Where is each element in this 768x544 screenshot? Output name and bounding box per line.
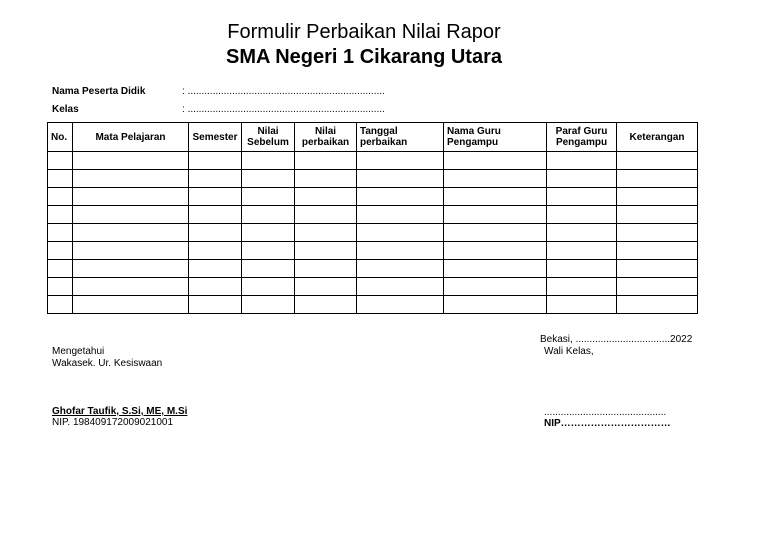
- table-row: [48, 296, 698, 314]
- table-cell[interactable]: [444, 296, 547, 314]
- col-header-no: No.: [48, 123, 73, 152]
- table-cell[interactable]: [547, 260, 617, 278]
- table-cell[interactable]: [357, 188, 444, 206]
- table-cell[interactable]: [617, 242, 698, 260]
- table-cell[interactable]: [48, 224, 73, 242]
- table-cell[interactable]: [189, 278, 242, 296]
- vice-principal-nip: NIP. 198409172009021001: [52, 417, 174, 428]
- table-cell[interactable]: [48, 170, 73, 188]
- table-cell[interactable]: [242, 170, 295, 188]
- table-cell[interactable]: [48, 278, 73, 296]
- table-cell[interactable]: [48, 152, 73, 170]
- col-header-notes: Keterangan: [617, 123, 698, 152]
- table-row: [48, 170, 698, 188]
- table-cell[interactable]: [617, 278, 698, 296]
- class-label: Kelas: [52, 104, 79, 115]
- table-cell[interactable]: [547, 242, 617, 260]
- table-cell[interactable]: [357, 242, 444, 260]
- acknowledged-label: Mengetahui: [52, 346, 105, 357]
- table-cell[interactable]: [242, 206, 295, 224]
- col-header-teacher: Nama Guru Pengampu: [444, 123, 547, 152]
- colon: :: [182, 104, 185, 115]
- school-name: SMA Negeri 1 Cikarang Utara: [225, 46, 502, 68]
- col-header-date: Tanggal perbaikan: [357, 123, 444, 152]
- table-cell[interactable]: [242, 260, 295, 278]
- table-cell[interactable]: [547, 152, 617, 170]
- table-cell[interactable]: [444, 278, 547, 296]
- table-cell[interactable]: [242, 278, 295, 296]
- table-cell[interactable]: [295, 152, 357, 170]
- vice-principal-name: Ghofar Taufik, S.Si, ME, M.Si: [52, 406, 188, 417]
- col-header-score-after: Nilai perbaikan: [295, 123, 357, 152]
- table-cell[interactable]: [48, 242, 73, 260]
- table-cell[interactable]: [617, 206, 698, 224]
- table-cell[interactable]: [73, 170, 189, 188]
- table-cell[interactable]: [242, 242, 295, 260]
- table-cell[interactable]: [295, 224, 357, 242]
- student-name-field[interactable]: .......................................................................: [187, 86, 385, 97]
- table-cell[interactable]: [547, 296, 617, 314]
- table-row: [48, 152, 698, 170]
- table-cell[interactable]: [242, 188, 295, 206]
- table-cell[interactable]: [547, 170, 617, 188]
- table-row: [48, 206, 698, 224]
- table-cell[interactable]: [444, 260, 547, 278]
- table-cell[interactable]: [73, 206, 189, 224]
- colon: :: [182, 86, 185, 97]
- homeroom-name-field[interactable]: ............................................: [544, 407, 667, 418]
- table-cell[interactable]: [73, 224, 189, 242]
- table-cell[interactable]: [357, 296, 444, 314]
- table-row: [48, 278, 698, 296]
- student-name-label: Nama Peserta Didik: [52, 86, 146, 97]
- place-date: Bekasi, ..................................2022: [540, 334, 693, 345]
- table-cell[interactable]: [295, 170, 357, 188]
- col-header-score-before: Nilai Sebelum: [242, 123, 295, 152]
- col-header-subject: Mata Pelajaran: [73, 123, 189, 152]
- table-cell[interactable]: [617, 152, 698, 170]
- grade-correction-table: [47, 122, 698, 314]
- table-cell[interactable]: [357, 206, 444, 224]
- table-row: [48, 242, 698, 260]
- table-cell[interactable]: [444, 170, 547, 188]
- table-cell[interactable]: [547, 278, 617, 296]
- table-cell[interactable]: [547, 188, 617, 206]
- col-header-semester: Semester: [189, 123, 242, 152]
- homeroom-title: Wali Kelas,: [544, 346, 594, 357]
- table-cell[interactable]: [295, 296, 357, 314]
- table-cell[interactable]: [444, 242, 547, 260]
- table-cell[interactable]: [617, 260, 698, 278]
- class-field[interactable]: .......................................................................: [187, 104, 385, 115]
- table-cell[interactable]: [617, 188, 698, 206]
- table-cell[interactable]: [73, 188, 189, 206]
- table-cell[interactable]: [444, 188, 547, 206]
- table-cell[interactable]: [189, 170, 242, 188]
- table-cell[interactable]: [547, 224, 617, 242]
- table-cell[interactable]: [444, 152, 547, 170]
- table-cell[interactable]: [48, 206, 73, 224]
- table-cell[interactable]: [73, 278, 189, 296]
- table-row: [48, 188, 698, 206]
- homeroom-nip-field[interactable]: NIP……………………………: [544, 418, 671, 429]
- table-cell[interactable]: [357, 170, 444, 188]
- table-cell[interactable]: [357, 260, 444, 278]
- table-cell[interactable]: [189, 206, 242, 224]
- form-title: Formulir Perbaikan Nilai Rapor: [227, 21, 501, 43]
- col-header-signature: Paraf Guru Pengampu: [547, 123, 617, 152]
- table-cell[interactable]: [73, 152, 189, 170]
- table-cell[interactable]: [295, 260, 357, 278]
- table-cell[interactable]: [189, 152, 242, 170]
- table-cell[interactable]: [73, 260, 189, 278]
- table-cell[interactable]: [295, 278, 357, 296]
- table-header-row: [48, 123, 698, 152]
- table-cell[interactable]: [357, 152, 444, 170]
- table-row: [48, 260, 698, 278]
- class-row: [52, 104, 385, 115]
- table-cell[interactable]: [617, 296, 698, 314]
- table-cell[interactable]: [48, 296, 73, 314]
- table-cell[interactable]: [189, 296, 242, 314]
- table-cell[interactable]: [242, 224, 295, 242]
- table-row: [48, 224, 698, 242]
- table-cell[interactable]: [242, 296, 295, 314]
- table-cell[interactable]: [295, 206, 357, 224]
- table-cell[interactable]: [295, 188, 357, 206]
- table-cell[interactable]: [242, 152, 295, 170]
- table-cell[interactable]: [189, 188, 242, 206]
- table-cell[interactable]: [357, 278, 444, 296]
- table-cell[interactable]: [73, 296, 189, 314]
- table-cell[interactable]: [73, 242, 189, 260]
- table-cell[interactable]: [48, 188, 73, 206]
- table-cell[interactable]: [444, 224, 547, 242]
- table-cell[interactable]: [48, 260, 73, 278]
- vice-principal-title: Wakasek. Ur. Kesiswaan: [52, 358, 163, 369]
- table-cell[interactable]: [444, 206, 547, 224]
- table-cell[interactable]: [189, 260, 242, 278]
- table-cell[interactable]: [357, 224, 444, 242]
- table-cell[interactable]: [189, 242, 242, 260]
- table-cell[interactable]: [295, 242, 357, 260]
- table-cell[interactable]: [617, 170, 698, 188]
- student-name-row: [52, 86, 385, 97]
- table-cell[interactable]: [547, 206, 617, 224]
- table-cell[interactable]: [617, 224, 698, 242]
- table-cell[interactable]: [189, 224, 242, 242]
